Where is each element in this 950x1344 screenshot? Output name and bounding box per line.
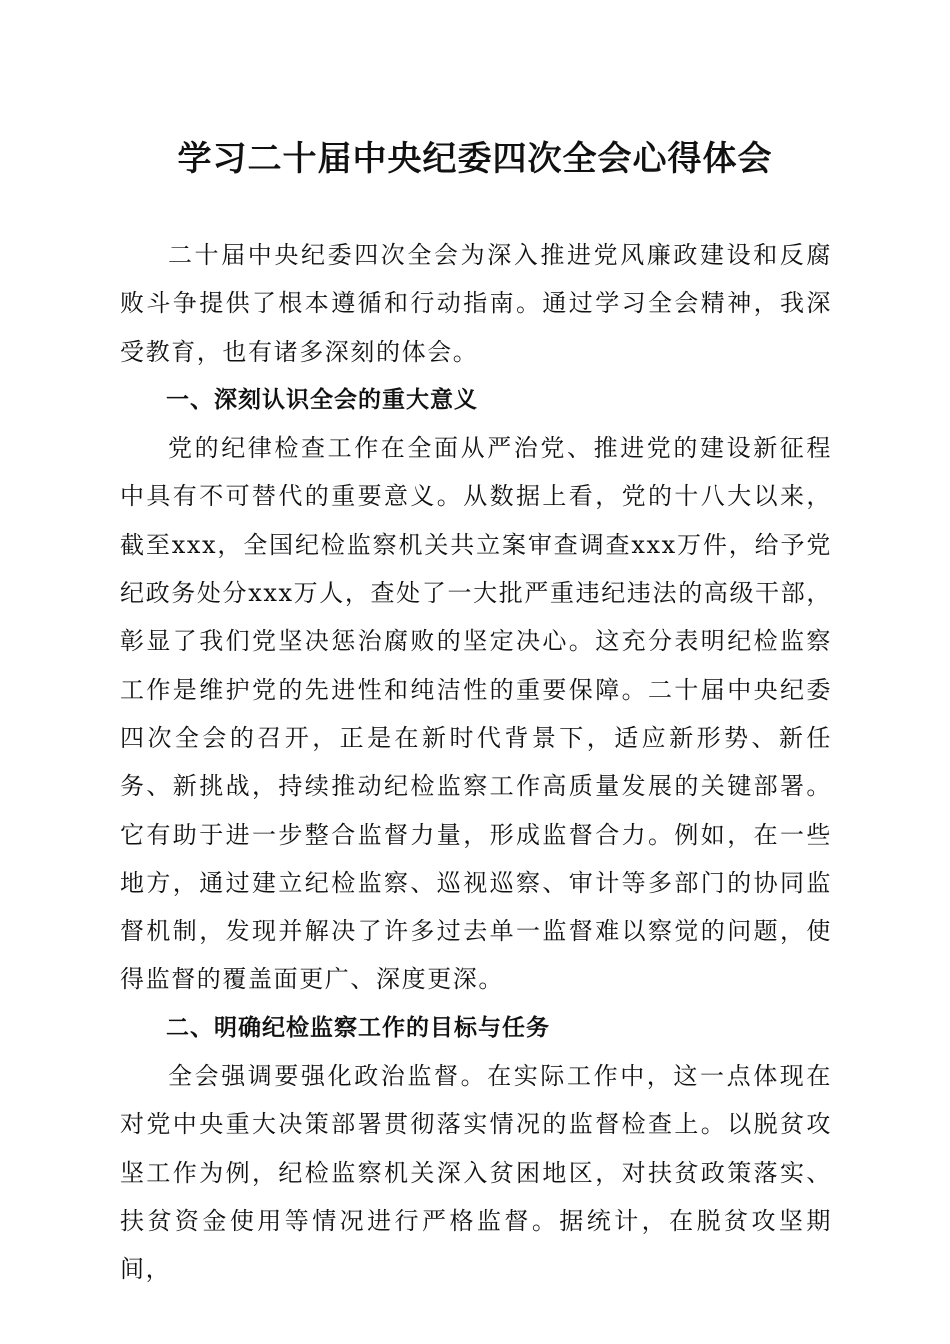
document-body	[120, 231, 832, 1294]
section-2-paragraph: 全会强调要强化政治监督。在实际工作中，这一点体现在对党中央重大决策部署贯彻落实情况的监督检查上。以脱贫攻坚工作为例，纪检监察机关深入贫困地区，对扶贫政策落实、扶贫资金使用等情况进行严格监督。据统计，在脱贫攻坚期间，	[120, 1062, 832, 1284]
section-1-paragraph: 党的纪律检查工作在全面从严治党、推进党的建设新征程中具有不可替代的重要意义。从数据上看，党的十八大以来，截至xxx，全国纪检监察机关共立案审查调查xxx万件，给予党纪政务处分xxx万人，查处了一大批严重违纪违法的高级干部，彰显了我们党坚决惩治腐败的坚定决心。这充分表明纪检监察工作是维护党的先进性和纯洁性的重要保障。二十届中央纪委四次全会的召开，正是在新时代背景下，适应新形势、新任务、新挑战，持续推动纪检监察工作高质量发展的关键部署。它有助于进一步整合监督力量，形成监督合力。例如，在一些地方，通过建立纪检监察、巡视巡察、审计等多部门的协同监督机制，发现并解决了许多过去单一监督难以察觉的问题，使得监督的覆盖面更广、深度更深。	[120, 434, 832, 994]
intro-paragraph: 二十届中央纪委四次全会为深入推进党风廉政建设和反腐败斗争提供了根本遵循和行动指南。通过学习全会精神，我深受教育，也有诸多深刻的体会。	[120, 241, 832, 366]
document-title: 学习二十届中央纪委四次全会心得体会	[177, 139, 773, 179]
section-heading-2: 二、明确纪检监察工作的目标与任务	[166, 1014, 550, 1041]
section-heading-1: 一、深刻认识全会的重大意义	[166, 386, 478, 413]
